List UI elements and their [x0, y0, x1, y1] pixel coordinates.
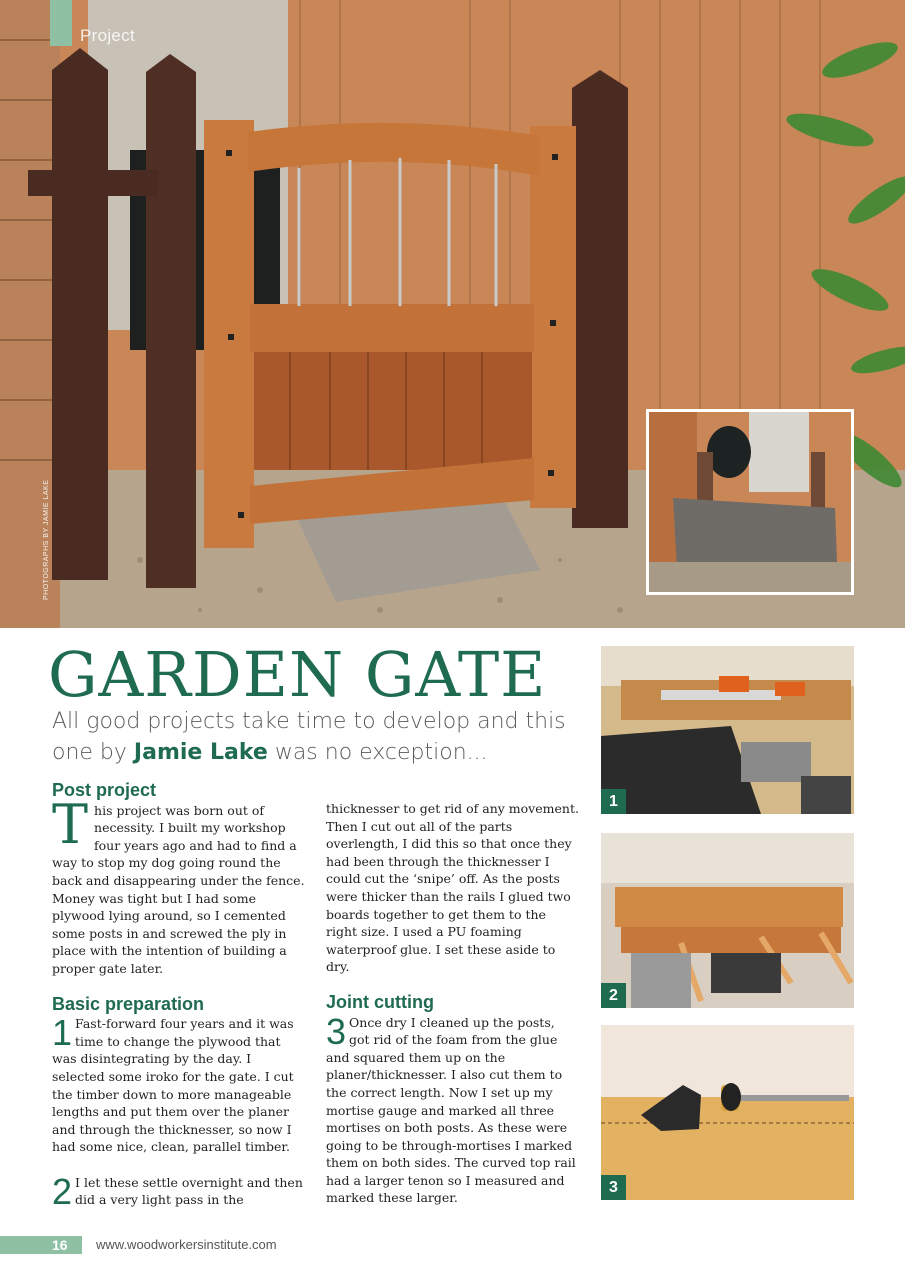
- step-number: 3: [326, 1010, 347, 1052]
- spacer: [52, 1156, 305, 1174]
- continued-paragraph: thicknesser to get rid of any movement. Then I cut out all of the parts overlength, I did this so that once they had been through the thicknesser I could cut the ‘snipe’ off. As the posts were thicker than the rails I glued two boards together to get them to the right size. I used a PU foaming waterproof glue. I set these aside to dry.: [326, 801, 579, 975]
- step-number: 2: [52, 1170, 73, 1212]
- step-1-paragraph: [52, 1012, 305, 1156]
- figure-1-photo: [601, 646, 854, 814]
- figure-number-badge: 3: [601, 1175, 626, 1200]
- drop-cap: T: [52, 792, 89, 856]
- hero-photo: [0, 0, 905, 628]
- step-2-paragraph: [52, 1170, 305, 1212]
- thicknesser-illustration: [601, 833, 854, 1008]
- old-plywood-gate-illustration: [649, 412, 851, 592]
- section-heading-post-project: Post project: [52, 780, 157, 800]
- step-2-text: I let these settle overnight and then did a very light pass in the: [75, 1174, 303, 1208]
- body-column-2: [326, 800, 579, 1207]
- figure-2-photo: [601, 833, 854, 1008]
- section-tab: [50, 0, 72, 46]
- photo-credit: PHOTOGRAPHS BY JAMIE LAKE: [43, 479, 50, 600]
- body-column-1: [52, 780, 305, 1212]
- step-3-text: Once dry I cleaned up the posts, got rid of the foam from the glue and squared them up on the planer/thicknesser. I also cut them to the correct length. Now I set up my mortise gauge and marked all three mortises on both posts. As these were going to be through-mortises I marked them on both sides. The curved top rail had a larger tenon so I measured and marked these larger.: [326, 1014, 576, 1206]
- footer-website[interactable]: www.woodworkersinstitute.com: [96, 1237, 277, 1252]
- spacer: [52, 978, 305, 996]
- planer-illustration: [601, 646, 854, 814]
- section-label: Project: [80, 26, 136, 45]
- standfirst: [52, 706, 582, 768]
- page-number: 16: [52, 1237, 68, 1253]
- article-title: GARDEN GATE: [48, 638, 547, 711]
- step-1-text: Fast-forward four years and it was time to change the plywood that was disintegrating by the day. I selected some iroko for the gate. I cut the timber down to more manageable lengths and put them over the planer and through the thicknesser, so now I had some nice, clean, parallel timber.: [52, 1016, 294, 1155]
- step-3-paragraph: [326, 1010, 579, 1208]
- step-number: 1: [52, 1012, 73, 1054]
- standfirst-end: was no exception...: [267, 740, 488, 765]
- footer-page-bar: [0, 1236, 82, 1254]
- intro-paragraph: [52, 792, 305, 978]
- standfirst-text: All good projects take time to develop and this one by: [52, 709, 566, 765]
- author-name: Jamie Lake: [133, 740, 268, 765]
- figure-number-badge: 2: [601, 983, 626, 1008]
- mortise-gauge-illustration: [601, 1025, 854, 1200]
- intro-text: his project was born out of necessity. I built my workshop four years ago and had to find a way to stop my dog going round the back and disappearing under the fence. Money was tight but I had some plywood lying around, so I cemented some posts in and screwed the ply in place with the intention of building a proper gate later.: [52, 802, 305, 976]
- section-heading-joint-cutting: Joint cutting: [326, 991, 434, 1012]
- section-heading-basic-preparation: Basic preparation: [52, 993, 205, 1014]
- figure-number-badge: 1: [601, 789, 626, 814]
- figure-3-photo: [601, 1025, 854, 1200]
- inset-photo-old-gate: [646, 409, 854, 595]
